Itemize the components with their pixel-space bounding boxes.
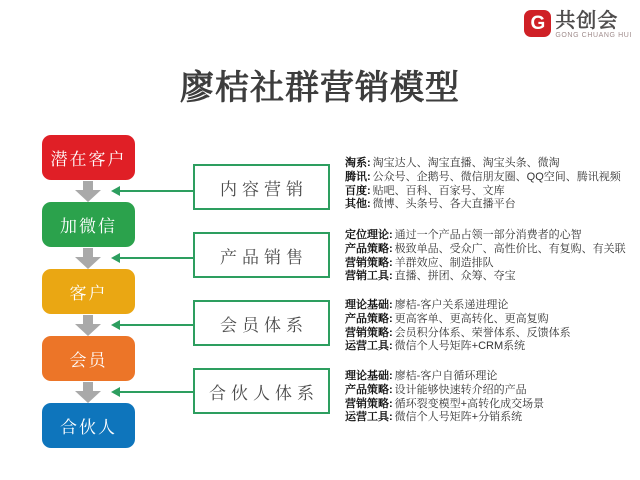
detail-block-product-sales [345, 229, 637, 284]
detail-line: 理论基础: 廖桔-客户自循环理论 [345, 370, 498, 382]
detail-line: 营销策略: 羊群效应、制造排队 [345, 256, 494, 269]
down-arrow-icon [75, 248, 101, 269]
connector-arrow-icon [120, 190, 193, 192]
detail-line: 淘系: 淘宝达人、淘宝直播、淘宝头条、微淘 [345, 157, 560, 169]
brand-name: 共创会 [555, 10, 619, 32]
detail-line: 运营工具: 微信个人号矩阵+CRM系统 [345, 340, 526, 353]
down-arrow-icon [75, 382, 101, 403]
detail-block-member-system [345, 299, 637, 354]
connector-arrow-icon [120, 257, 193, 259]
stage-potential-customer: 潜在客户 [42, 135, 135, 180]
detail-line: 运营工具: 微信个人号矩阵+分销系统 [345, 411, 523, 424]
connector-arrow-icon [120, 324, 193, 326]
brand-logo-icon: G [524, 10, 551, 37]
strategy-box-partner-system: 合伙人体系 [193, 368, 330, 414]
detail-line: 营销策略: 循环裂变模型+高转化成交场景 [345, 397, 545, 410]
detail-line: 营销工具: 直播、拼团、众筹、夺宝 [345, 270, 516, 283]
detail-line: 百度: 贴吧、百科、百家号、文库 [345, 184, 505, 197]
detail-line: 产品策略: 极致单品、受众广、高性价比、有复购、有关联 [345, 242, 626, 255]
detail-line: 其他: 微博、头条号、各大直播平台 [345, 198, 516, 211]
detail-line: 腾讯: 公众号、企鹅号、微信朋友圈、QQ空间、腾讯视频 [345, 170, 621, 183]
stage-member: 会员 [42, 336, 135, 381]
strategy-box-product-sales: 产品销售 [193, 232, 330, 278]
down-arrow-icon [75, 181, 101, 202]
detail-block-partner-system [345, 370, 637, 425]
brand-logo [524, 10, 632, 39]
stage-customer: 客户 [42, 269, 135, 314]
detail-line: 产品策略: 设计能够快速转介绍的产品 [345, 383, 527, 396]
stage-partner: 合伙人 [42, 403, 135, 448]
detail-line: 理论基础: 廖桔-客户关系递进理论 [345, 299, 509, 311]
detail-line: 营销策略: 会员积分体系、荣誉体系、反馈体系 [345, 326, 571, 339]
detail-line: 定位理论: 通过一个产品占领一部分消费者的心智 [345, 229, 582, 241]
strategy-box-content-marketing: 内容营销 [193, 164, 330, 210]
brand-subtitle: GONG CHUANG HUI [555, 32, 632, 39]
stage-add-wechat: 加微信 [42, 202, 135, 247]
strategy-box-member-system: 会员体系 [193, 300, 330, 346]
page-title: 廖桔社群营销模型 [180, 69, 460, 107]
detail-line: 产品策略: 更高客单、更高转化、更高复购 [345, 312, 549, 325]
detail-block-content-marketing [345, 157, 637, 212]
connector-arrow-icon [120, 391, 193, 393]
down-arrow-icon [75, 315, 101, 336]
